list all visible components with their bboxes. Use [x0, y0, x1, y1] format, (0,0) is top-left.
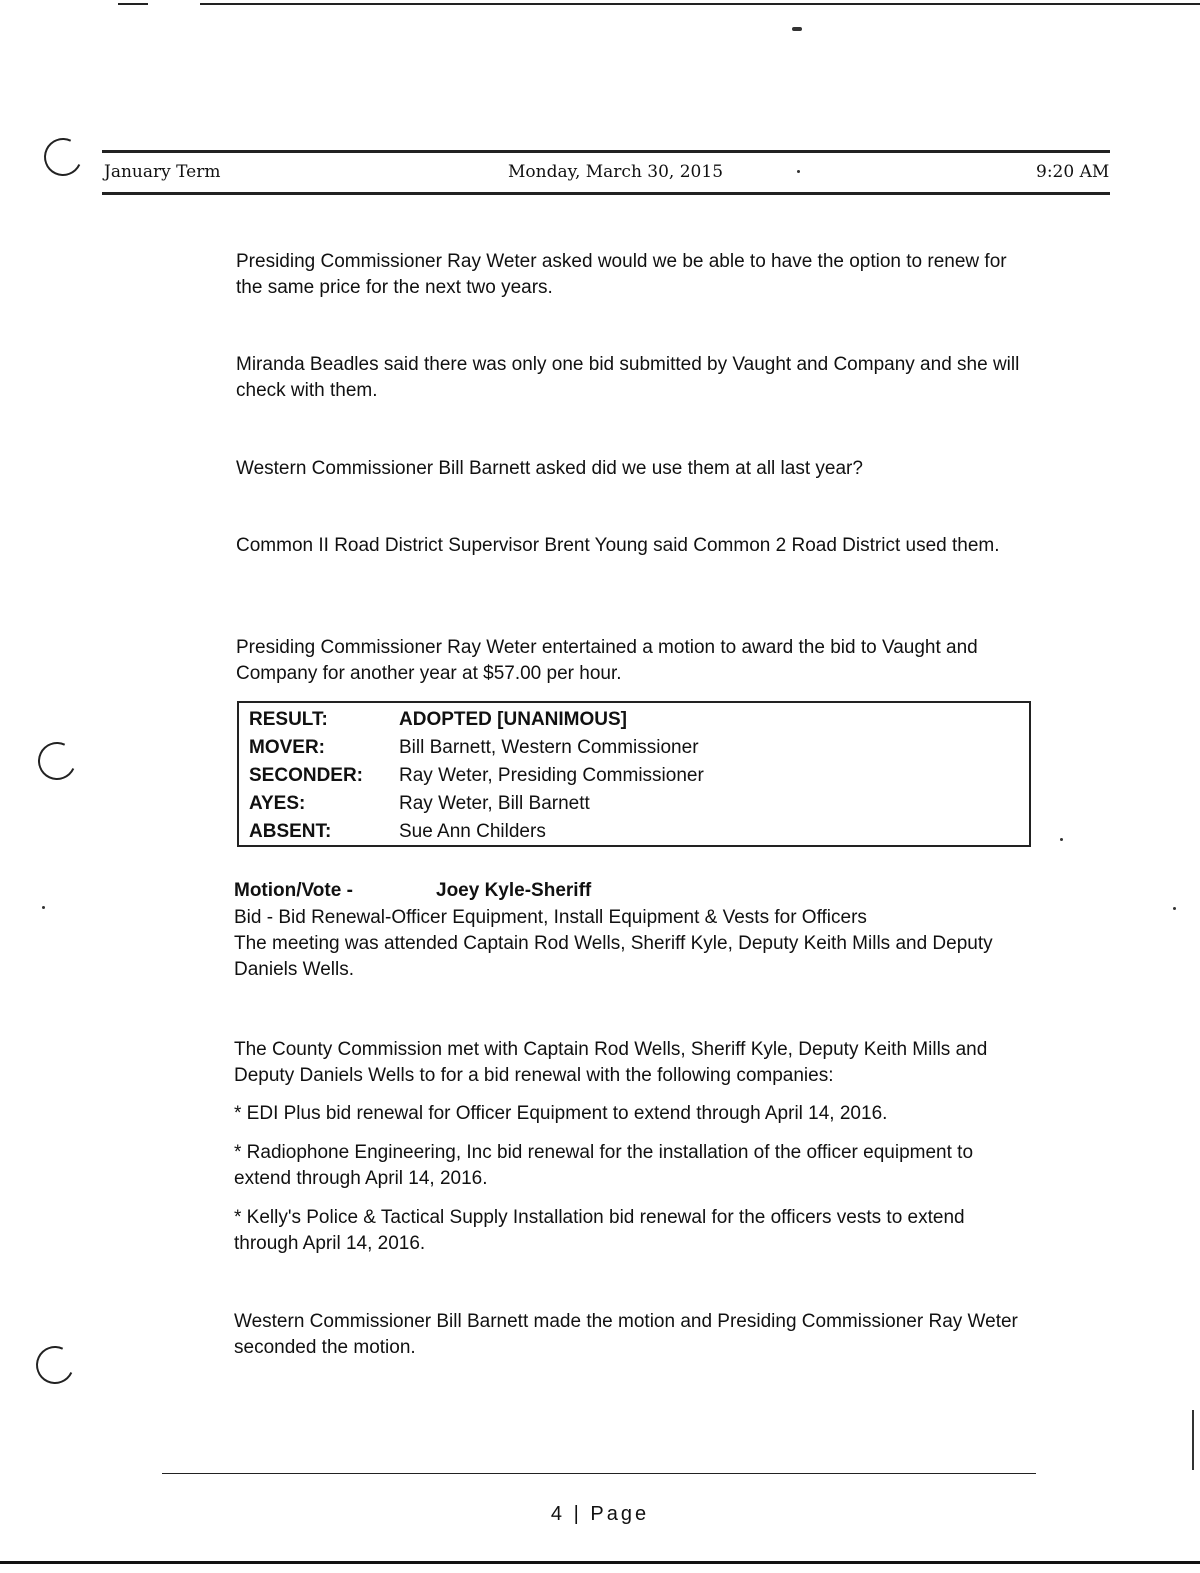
paragraph: Common II Road District Supervisor Brent Young said Common 2 Road District used them. — [236, 535, 1000, 556]
paragraph: Presiding Commissioner Ray Weter asked would we be able to have the option to renew for the same price for the next two years. — [236, 251, 1007, 298]
scan-artifact — [118, 3, 148, 5]
vote-label: SECONDER: — [249, 765, 364, 786]
vote-value: Ray Weter, Bill Barnett — [399, 793, 590, 814]
bid-item: * Kelly's Police & Tactical Supply Installation bid renewal for the officers vests to extend through April 14, 2016. — [234, 1207, 965, 1254]
vote-value: Bill Barnett, Western Commissioner — [399, 737, 699, 758]
vote-value: Ray Weter, Presiding Commissioner — [399, 765, 704, 786]
scan-speck — [1060, 838, 1063, 841]
punch-hole — [39, 133, 88, 182]
paragraph: Western Commissioner Bill Barnett asked did we use them at all last year? — [236, 458, 863, 479]
page-number: 4 | Page — [550, 1503, 650, 1525]
footer-rule — [162, 1473, 1036, 1474]
scan-speck — [1192, 1410, 1194, 1470]
header-time: 9:20 AM — [1036, 162, 1110, 182]
vote-value: ADOPTED [UNANIMOUS] — [399, 709, 627, 730]
punch-hole — [31, 1341, 80, 1390]
vote-label: AYES: — [249, 793, 306, 814]
vote-label: MOVER: — [249, 737, 325, 758]
header-date: Monday, March 30, 2015 — [508, 162, 724, 182]
closing-paragraph: Western Commissioner Bill Barnett made the motion and Presiding Commissioner Ray Weter seconded the motion. — [234, 1311, 1018, 1358]
motion-heading — [234, 878, 1034, 904]
scan-bottom-edge — [0, 1561, 1200, 1564]
scan-speck — [792, 27, 802, 31]
attendance-text: The meeting was attended Captain Rod Wells, Sheriff Kyle, Deputy Keith Mills and Deputy Daniels Wells. — [234, 933, 993, 980]
motion-name: Joey Kyle-Sheriff — [436, 880, 592, 901]
header-top-rule — [102, 150, 1110, 153]
bid-line: Bid - Bid Renewal-Officer Equipment, Install Equipment & Vests for Officers — [234, 907, 867, 928]
bid-item: * Radiophone Engineering, Inc bid renewal for the installation of the officer equipment to extend through April 14, 2016. — [234, 1142, 974, 1189]
header-bottom-rule — [102, 192, 1110, 195]
paragraph: Miranda Beadles said there was only one bid submitted by Vaught and Company and she will check with them. — [236, 354, 1020, 401]
vote-label: ABSENT: — [249, 821, 332, 842]
scan-speck — [42, 906, 45, 909]
scan-speck — [797, 170, 800, 173]
header-term: January Term — [104, 162, 221, 182]
commission-intro: The County Commission met with Captain Rod Wells, Sheriff Kyle, Deputy Keith Mills and Deputy Daniels Wells to for a bid renewal with the following companies: — [234, 1039, 988, 1086]
punch-hole — [33, 737, 82, 786]
vote-result-table — [237, 701, 1031, 847]
vote-value: Sue Ann Childers — [399, 821, 546, 842]
motion-label: Motion/Vote - — [234, 880, 353, 901]
scan-artifact — [200, 3, 1200, 5]
paragraph: Presiding Commissioner Ray Weter entertained a motion to award the bid to Vaught and Company for another year at $57.00 per hour. — [236, 637, 978, 684]
scan-speck — [1173, 907, 1176, 910]
bid-item: * EDI Plus bid renewal for Officer Equipment to extend through April 14, 2016. — [234, 1103, 888, 1124]
vote-label: RESULT: — [249, 709, 328, 730]
